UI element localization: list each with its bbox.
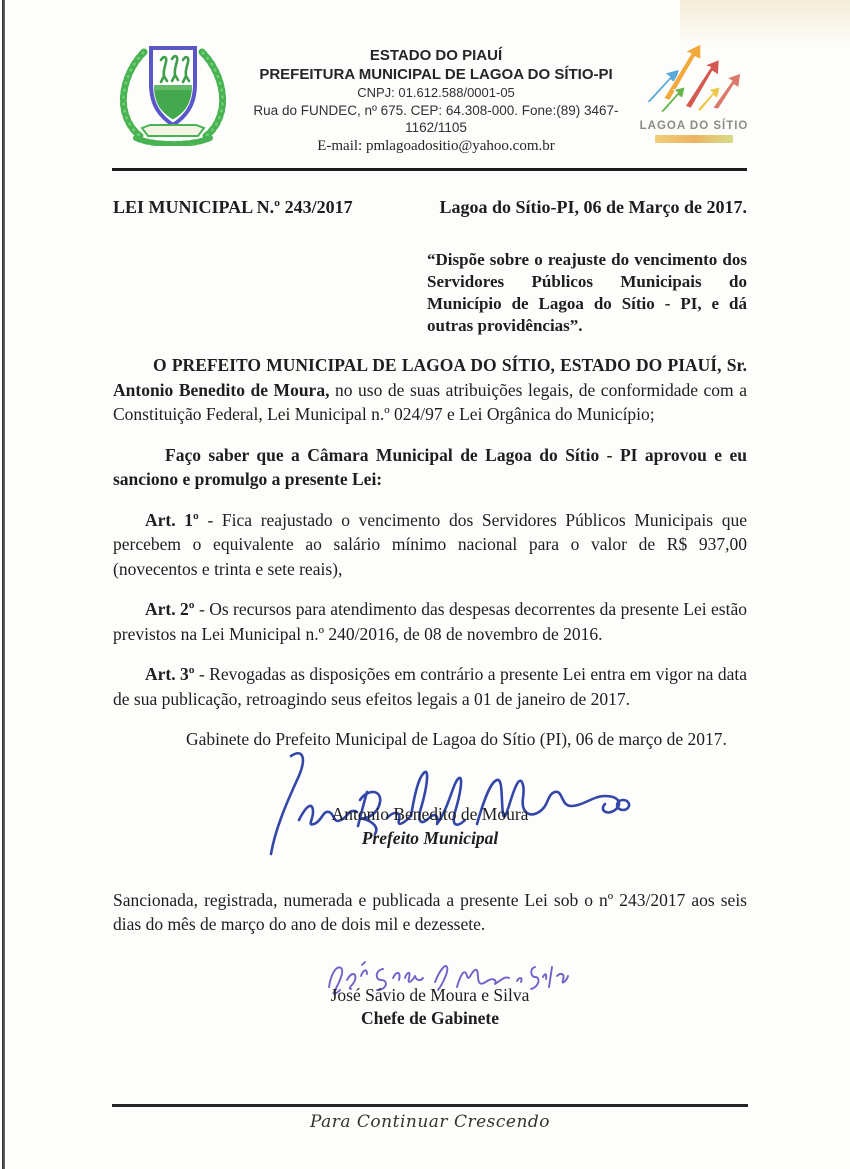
letterhead-email: E-mail: pmlagoadositio@yahoo.com.br [317,137,555,154]
closing-line: Gabinete do Prefeito Municipal de Lagoa do Sítio (PI), 06 de março de 2017. [186,729,727,750]
article-2 [113,597,747,646]
municipal-coat-of-arms-icon [110,40,236,146]
document-body [113,195,747,1035]
article-3-label: Art. 3º [145,664,195,685]
preamble [113,353,747,427]
article-2-text: - Os recursos para atendimento das despesas decorrentes da presente Lei estão previstos na Lei Municipal n.º 240/2016, de 08 de novembro de 2016. [113,599,747,644]
signature-block-chief [113,953,747,1035]
mayor-role: Prefeito Municipal [361,827,499,848]
scan-edge-artifact [2,0,5,1169]
letterhead-state: ESTADO DO PIAUÍ [369,47,503,64]
sanction-clause: Sancionada, registrada, numerada e publicada a presente Lei sob o nº 243/2017 aos seis dias do mês de março do ano de dois mil e dezessete. [113,889,747,935]
city-logo-wordmark: LAGOA DO SÍTIO [639,120,749,132]
place-date: Lagoa do Sítio-PI, 06 de Março de 2017. [439,196,747,217]
footer-divider [112,1104,748,1107]
signature-block-mayor [113,752,747,872]
article-1-label: Art. 1º [145,509,199,530]
letterhead-entity: PREFEITURA MUNICIPAL DE LAGOA DO SÍTIO-PI [259,66,613,84]
letterhead-cnpj: CNPJ: 01.612.588/0001-05 [357,85,515,101]
article-3 [113,662,747,711]
article-2-label: Art. 2º [145,599,195,620]
arrows-logo-icon [640,42,748,114]
article-1 [113,508,747,582]
mayor-name: Antonio Benedito de Moura [331,803,529,824]
epigraph: “Dispõe sobre o reajuste do vencimento dos Servidores Públicos Municipais do Município de Lagoa do Sítio - PI, e dá outras providências”. [427,250,747,336]
page-footer [112,1104,748,1132]
city-logo-tagline-bar [655,135,733,143]
chief-role: Chefe de Gabinete [360,1007,500,1028]
letterhead-text [236,40,636,156]
article-3-text: - Revogadas as disposições em contrário a presente Lei entra em vigor na data de sua publicação, retroagindo seus efeitos legais a 01 de janeiro de 2017. [113,664,747,709]
letterhead [110,40,752,156]
preamble-rest: no uso de suas atribuições legais, de conformidade com a Constituição Federal, Lei Municipal n.º 024/97 e Lei Orgânica do Município; [113,379,747,425]
header-divider [112,168,747,171]
footer-motto: Para Continuar Crescendo [309,1112,551,1132]
preamble-authority: O PREFEITO MUNICIPAL DE LAGOA DO SÍTIO, ESTADO DO PIAUÍ, Sr. Antonio Benedito de Moura, [113,355,747,400]
article-1-text: - Fica reajustado o vencimento dos Servidores Públicos Municipais que percebem o equivalente ao salário mínimo nacional para o valor de R$ 937,00 (novecentos e trinta e sete reais), [113,509,747,579]
law-number: LEI MUNICIPAL N.º 243/2017 [113,196,353,217]
enacting-clause: Faço saber que a Câmara Municipal de Lagoa do Sítio - PI aprovou e eu sanciono e promulgo a presente Lei: [113,444,747,490]
city-logo [636,40,752,143]
letterhead-address: Rua do FUNDEC, nº 675. CEP: 64.308-000. Fone:(89) 3467-1162/1105 [253,103,619,136]
title-row [113,195,747,220]
chief-name: José Sávio de Moura e Silva [330,984,530,1005]
